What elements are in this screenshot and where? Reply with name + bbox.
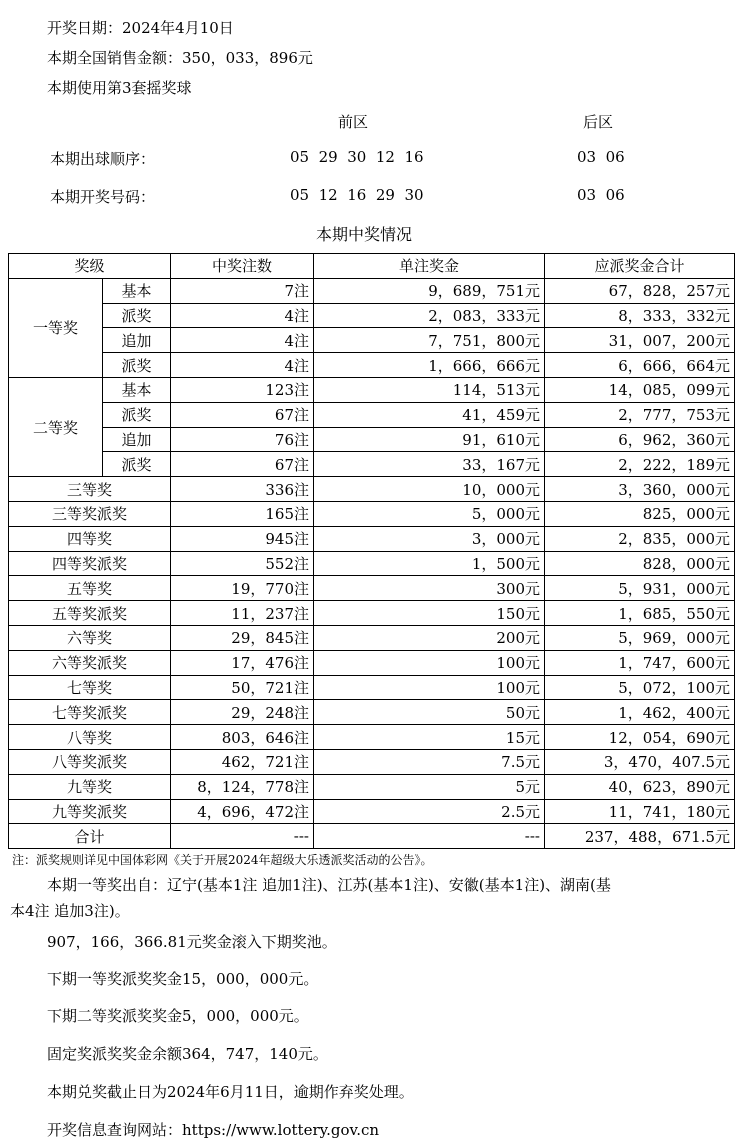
unit-prize: 7，751，800元 (314, 328, 545, 353)
table-row (9, 824, 735, 849)
unit-prize: 7.5元 (314, 749, 545, 774)
winner-count: 803，646注 (171, 725, 314, 750)
total-prize: 1，747，600元 (545, 650, 735, 675)
header-total-prize: 应派奖金合计 (545, 254, 735, 279)
winner-count: 165注 (171, 501, 314, 526)
table-row (9, 477, 735, 502)
total-prize: 12，054，690元 (545, 725, 735, 750)
total-prize: 825，000元 (545, 501, 735, 526)
prize-level: 六等奖派奖 (9, 650, 171, 675)
prize-level: 七等奖派奖 (9, 700, 171, 725)
winner-count: 29，845注 (171, 625, 314, 650)
total-prize: 828，000元 (545, 551, 735, 576)
winner-count: 4注 (171, 353, 314, 378)
prize-level: 三等奖派奖 (9, 501, 171, 526)
total-prize: 1，462，400元 (545, 700, 735, 725)
prize-sub-level: 基本 (103, 377, 171, 402)
unit-prize: 2.5元 (314, 799, 545, 824)
table-row (9, 278, 735, 303)
prize-level: 八等奖 (9, 725, 171, 750)
prize-level: 五等奖 (9, 576, 171, 601)
prize-level: 五等奖派奖 (9, 601, 171, 626)
winner-count: 11，237注 (171, 601, 314, 626)
table-row (9, 799, 735, 824)
winner-count: 50，721注 (171, 675, 314, 700)
draw-order-label: 本期出球顺序： (50, 150, 156, 168)
total-prize: 67，828，257元 (545, 278, 735, 303)
sales-amount: 本期全国销售金额：350，033，896元 (47, 49, 313, 67)
prize-level: 三等奖 (9, 477, 171, 502)
table-row (9, 452, 735, 477)
total-prize: 40，623，890元 (545, 774, 735, 799)
header-unit-prize: 单注奖金 (314, 254, 545, 279)
table-row (9, 303, 735, 328)
winning-numbers-label: 本期开奖号码： (50, 188, 156, 206)
draw-date: 开奖日期：2024年4月10日 (47, 19, 234, 37)
table-row (9, 700, 735, 725)
winner-count: 945注 (171, 526, 314, 551)
prize-sub-level: 派奖 (103, 353, 171, 378)
prize-level: 四等奖派奖 (9, 551, 171, 576)
next-second-prize-bonus: 下期二等奖派奖奖金5，000，000元。 (47, 1007, 309, 1025)
draw-order-front: 05 29 30 12 16 (290, 148, 424, 166)
prize-level-group: 二等奖 (9, 377, 103, 476)
unit-prize: --- (314, 824, 545, 849)
winner-count: 29，248注 (171, 700, 314, 725)
winner-count: 123注 (171, 377, 314, 402)
prize-level: 八等奖派奖 (9, 749, 171, 774)
prize-sub-level: 追加 (103, 427, 171, 452)
draw-order-back: 03 06 (577, 148, 625, 166)
table-row (9, 725, 735, 750)
unit-prize: 50元 (314, 700, 545, 725)
prize-sub-level: 派奖 (103, 402, 171, 427)
table-row (9, 675, 735, 700)
prize-level: 七等奖 (9, 675, 171, 700)
back-zone-label: 后区 (583, 113, 614, 131)
header-prize-level: 奖级 (9, 254, 171, 279)
winner-count: 336注 (171, 477, 314, 502)
unit-prize: 1，500元 (314, 551, 545, 576)
winner-count: 7注 (171, 278, 314, 303)
unit-prize: 33，167元 (314, 452, 545, 477)
total-prize: 2，777，753元 (545, 402, 735, 427)
first-prize-origin-line2: 本4注 追加3注)。 (10, 902, 130, 920)
front-zone-label: 前区 (338, 113, 369, 131)
header-winner-count: 中奖注数 (171, 254, 314, 279)
unit-prize: 100元 (314, 650, 545, 675)
unit-prize: 300元 (314, 576, 545, 601)
table-row (9, 427, 735, 452)
total-prize: 11，741，180元 (545, 799, 735, 824)
total-prize: 31，007，200元 (545, 328, 735, 353)
total-prize: 5，931，000元 (545, 576, 735, 601)
unit-prize: 114，513元 (314, 377, 545, 402)
table-header-row (9, 254, 735, 279)
winner-count: 4注 (171, 303, 314, 328)
table-row (9, 749, 735, 774)
total-prize: 1，685，550元 (545, 601, 735, 626)
prize-sub-level: 派奖 (103, 452, 171, 477)
winner-count: 8，124，778注 (171, 774, 314, 799)
unit-prize: 200元 (314, 625, 545, 650)
table-row (9, 402, 735, 427)
unit-prize: 91，610元 (314, 427, 545, 452)
table-row (9, 377, 735, 402)
table-row (9, 353, 735, 378)
table-row (9, 774, 735, 799)
unit-prize: 10，000元 (314, 477, 545, 502)
claim-deadline: 本期兑奖截止日为2024年6月11日，逾期作弃奖处理。 (47, 1083, 414, 1101)
unit-prize: 150元 (314, 601, 545, 626)
total-prize: 6，666，664元 (545, 353, 735, 378)
winning-numbers-front: 05 12 16 29 30 (290, 186, 424, 204)
unit-prize: 2，083，333元 (314, 303, 545, 328)
total-prize: 5，969，000元 (545, 625, 735, 650)
winner-count: 67注 (171, 452, 314, 477)
prize-sub-level: 追加 (103, 328, 171, 353)
prize-level: 合计 (9, 824, 171, 849)
total-prize: 2，222，189元 (545, 452, 735, 477)
ball-set: 本期使用第3套摇奖球 (47, 79, 192, 97)
unit-prize: 9，689，751元 (314, 278, 545, 303)
prize-level: 九等奖派奖 (9, 799, 171, 824)
prize-level: 六等奖 (9, 625, 171, 650)
total-prize: 237，488，671.5元 (545, 824, 735, 849)
prize-level: 九等奖 (9, 774, 171, 799)
first-prize-origin-line1: 本期一等奖出自：辽宁(基本1注 追加1注)、江苏(基本1注)、安徽(基本1注)、湖南(基 (47, 876, 611, 894)
total-prize: 2，835，000元 (545, 526, 735, 551)
total-prize: 3，360，000元 (545, 477, 735, 502)
unit-prize: 41，459元 (314, 402, 545, 427)
winner-count: 76注 (171, 427, 314, 452)
total-prize: 14，085，099元 (545, 377, 735, 402)
prize-table (8, 253, 735, 849)
unit-prize: 5元 (314, 774, 545, 799)
winner-count: 67注 (171, 402, 314, 427)
total-prize: 5，072，100元 (545, 675, 735, 700)
total-prize: 8，333，332元 (545, 303, 735, 328)
table-row (9, 526, 735, 551)
table-row (9, 601, 735, 626)
winner-count: 462，721注 (171, 749, 314, 774)
info-website[interactable]: 开奖信息查询网站：https://www.lottery.gov.cn (47, 1121, 380, 1139)
total-prize: 3，470，407.5元 (545, 749, 735, 774)
table-row (9, 551, 735, 576)
winner-count: 552注 (171, 551, 314, 576)
winner-count: --- (171, 824, 314, 849)
unit-prize: 5，000元 (314, 501, 545, 526)
table-title: 本期中奖情况 (316, 225, 413, 244)
table-row (9, 501, 735, 526)
unit-prize: 15元 (314, 725, 545, 750)
prize-sub-level: 基本 (103, 278, 171, 303)
unit-prize: 3，000元 (314, 526, 545, 551)
jackpot-rollover: 907，166，366.81元奖金滚入下期奖池。 (47, 933, 337, 951)
prize-sub-level: 派奖 (103, 303, 171, 328)
prize-level-group: 一等奖 (9, 278, 103, 377)
winning-numbers-back: 03 06 (577, 186, 625, 204)
unit-prize: 1，666，666元 (314, 353, 545, 378)
table-row (9, 625, 735, 650)
total-prize: 6，962，360元 (545, 427, 735, 452)
winner-count: 19，770注 (171, 576, 314, 601)
winner-count: 4注 (171, 328, 314, 353)
winner-count: 17，476注 (171, 650, 314, 675)
fixed-bonus-balance: 固定奖派奖奖金余额364，747，140元。 (47, 1045, 328, 1063)
winner-count: 4，696，472注 (171, 799, 314, 824)
footnote: 注：派奖规则详见中国体彩网《关于开展2024年超级大乐透派奖活动的公告》。 (12, 853, 433, 867)
table-row (9, 650, 735, 675)
unit-prize: 100元 (314, 675, 545, 700)
table-row (9, 328, 735, 353)
prize-level: 四等奖 (9, 526, 171, 551)
next-first-prize-bonus: 下期一等奖派奖奖金15，000，000元。 (47, 970, 319, 988)
table-row (9, 576, 735, 601)
